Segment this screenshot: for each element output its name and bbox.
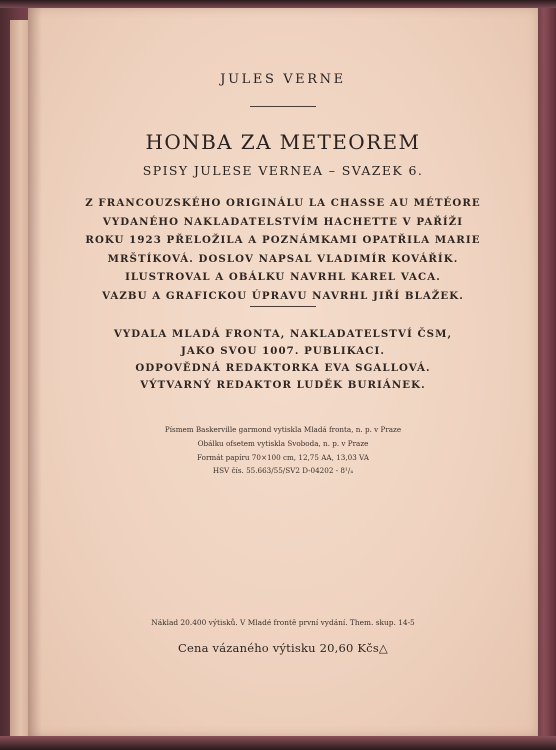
edition-note: Náklad 20.400 výtisků. V Mladé frontě první vydání. Them. skup. 14-5 <box>151 618 415 627</box>
credits-line: ILUSTROVAL A OBÁLKU NAVRHL KAREL VACA. <box>125 271 441 283</box>
publisher-block <box>68 326 498 394</box>
page-edge <box>10 20 28 736</box>
credits-line: ROKU 1923 PŘELOŽILA A POZNÁMKAMI OPATŘILA MARIE <box>85 234 481 246</box>
cover-right-edge <box>536 0 556 750</box>
book-title: HONBA ZA METEOREM <box>145 130 421 154</box>
publisher-line: VYDALA MLADÁ FRONTA, NAKLADATELSTVÍ ČSM, <box>113 328 453 340</box>
credits-line: VYDANÉHO NAKLADATELSTVÍM HACHETTE V PAŘÍŽI <box>102 215 464 228</box>
publisher-line: VÝTVARNÝ REDAKTOR LUDĚK BURIÁNEK. <box>140 379 426 391</box>
credits-line: MRŠTÍKOVÁ. DOSLOV NAPSAL VLADIMÍR KOVÁŘÍK. <box>107 252 459 265</box>
credits-line: VAZBU A GRAFICKOU ÚPRAVU NAVRHL JIŘÍ BLAŽEK. <box>102 289 464 302</box>
cover-top-edge <box>0 0 556 8</box>
print-info-line: Obálku ofsetem vytiskla Svoboda, n. p. v Praze <box>197 438 369 448</box>
cover-bottom-edge <box>0 736 556 750</box>
credits-block <box>66 194 500 305</box>
author-name: JULES VERNE <box>220 72 346 87</box>
print-info-line: HSV čís. 55.663/55/SV2 D-04202 - 8¹/₄ <box>212 466 354 476</box>
price-line: Cena vázaného výtisku 20,60 Kčs△ <box>178 641 388 655</box>
page-content <box>28 8 538 736</box>
series-subtitle: SPISY JULESE VERNEA – SVAZEK 6. <box>142 163 424 178</box>
print-info-line: Formát papíru 70×100 cm, 12,75 AA, 13,03 VA <box>197 452 369 462</box>
publisher-line: ODPOVĚDNÁ REDAKTORKA EVA SGALLOVÁ. <box>135 362 431 374</box>
divider-rule <box>250 106 316 107</box>
publisher-line: JAKO SVOU 1007. PUBLIKACI. <box>180 345 385 357</box>
divider-rule <box>250 306 316 307</box>
credits-line: Z FRANCOUZSKÉHO ORIGINÁLU LA CHASSE AU MÉTÉORE <box>85 197 481 209</box>
print-info-line: Písmem Baskerville garmond vytiskla Mladá fronta, n. p. v Praze <box>164 425 402 434</box>
print-info-block <box>128 423 438 478</box>
